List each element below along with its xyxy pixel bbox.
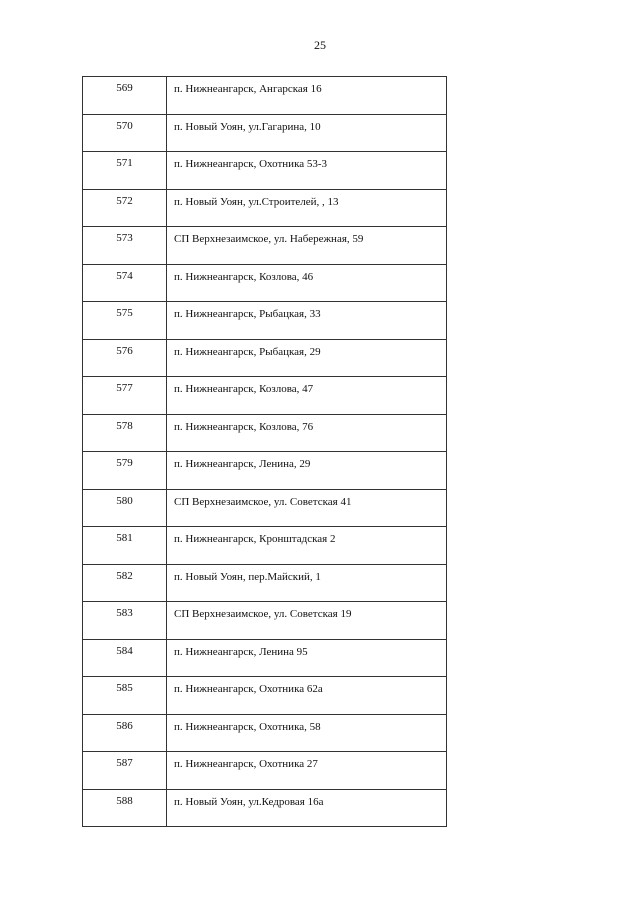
row-address: п. Нижнеангарск, Ангарская 16 — [167, 77, 447, 115]
row-number: 571 — [83, 152, 167, 190]
row-address: СП Верхнезаимское, ул. Советская 19 — [167, 602, 447, 640]
table-row — [83, 752, 447, 790]
row-number: 587 — [83, 752, 167, 790]
row-number: 581 — [83, 527, 167, 565]
row-address: СП Верхнезаимское, ул. Советская 41 — [167, 489, 447, 527]
table-row — [83, 714, 447, 752]
row-address: п. Нижнеангарск, Рыбацкая, 29 — [167, 339, 447, 377]
table-row — [83, 602, 447, 640]
row-number: 569 — [83, 77, 167, 115]
table-row — [83, 414, 447, 452]
row-number: 578 — [83, 414, 167, 452]
row-number: 583 — [83, 602, 167, 640]
row-number: 572 — [83, 189, 167, 227]
row-address: СП Верхнезаимское, ул. Набережная, 59 — [167, 227, 447, 265]
row-address: п. Нижнеангарск, Охотника 53-3 — [167, 152, 447, 190]
row-address: п. Нижнеангарск, Охотника 27 — [167, 752, 447, 790]
table-row — [83, 114, 447, 152]
table-row — [83, 527, 447, 565]
table-row — [83, 227, 447, 265]
row-number: 584 — [83, 639, 167, 677]
row-address: п. Нижнеангарск, Охотника 62а — [167, 677, 447, 715]
row-number: 576 — [83, 339, 167, 377]
table-row — [83, 189, 447, 227]
row-number: 577 — [83, 377, 167, 415]
row-number: 575 — [83, 302, 167, 340]
row-number: 588 — [83, 789, 167, 827]
row-number: 573 — [83, 227, 167, 265]
row-number: 570 — [83, 114, 167, 152]
table-row — [83, 302, 447, 340]
row-address: п. Нижнеангарск, Козлова, 46 — [167, 264, 447, 302]
row-number: 574 — [83, 264, 167, 302]
row-number: 582 — [83, 564, 167, 602]
row-address: п. Новый Уоян, ул.Гагарина, 10 — [167, 114, 447, 152]
table-row — [83, 264, 447, 302]
table-row — [83, 489, 447, 527]
row-address: п. Нижнеангарск, Ленина 95 — [167, 639, 447, 677]
row-address: п. Новый Уоян, ул.Кедровая 16а — [167, 789, 447, 827]
row-address: п. Новый Уоян, пер.Майский, 1 — [167, 564, 447, 602]
page-number: 25 — [314, 38, 326, 52]
address-table-body — [83, 77, 447, 827]
row-number: 580 — [83, 489, 167, 527]
row-address: п. Нижнеангарск, Охотника, 58 — [167, 714, 447, 752]
row-address: п. Нижнеангарск, Козлова, 47 — [167, 377, 447, 415]
address-table — [82, 76, 447, 827]
table-row — [83, 564, 447, 602]
table-row — [83, 77, 447, 115]
row-address: п. Нижнеангарск, Кронштадская 2 — [167, 527, 447, 565]
table-row — [83, 339, 447, 377]
row-address: п. Нижнеангарск, Козлова, 76 — [167, 414, 447, 452]
table-row — [83, 677, 447, 715]
table-row — [83, 452, 447, 490]
table-row — [83, 639, 447, 677]
row-address: п. Новый Уоян, ул.Строителей, , 13 — [167, 189, 447, 227]
table-row — [83, 377, 447, 415]
row-address: п. Нижнеангарск, Рыбацкая, 33 — [167, 302, 447, 340]
table-row — [83, 152, 447, 190]
table-row — [83, 789, 447, 827]
row-number: 586 — [83, 714, 167, 752]
row-address: п. Нижнеангарск, Ленина, 29 — [167, 452, 447, 490]
row-number: 579 — [83, 452, 167, 490]
row-number: 585 — [83, 677, 167, 715]
